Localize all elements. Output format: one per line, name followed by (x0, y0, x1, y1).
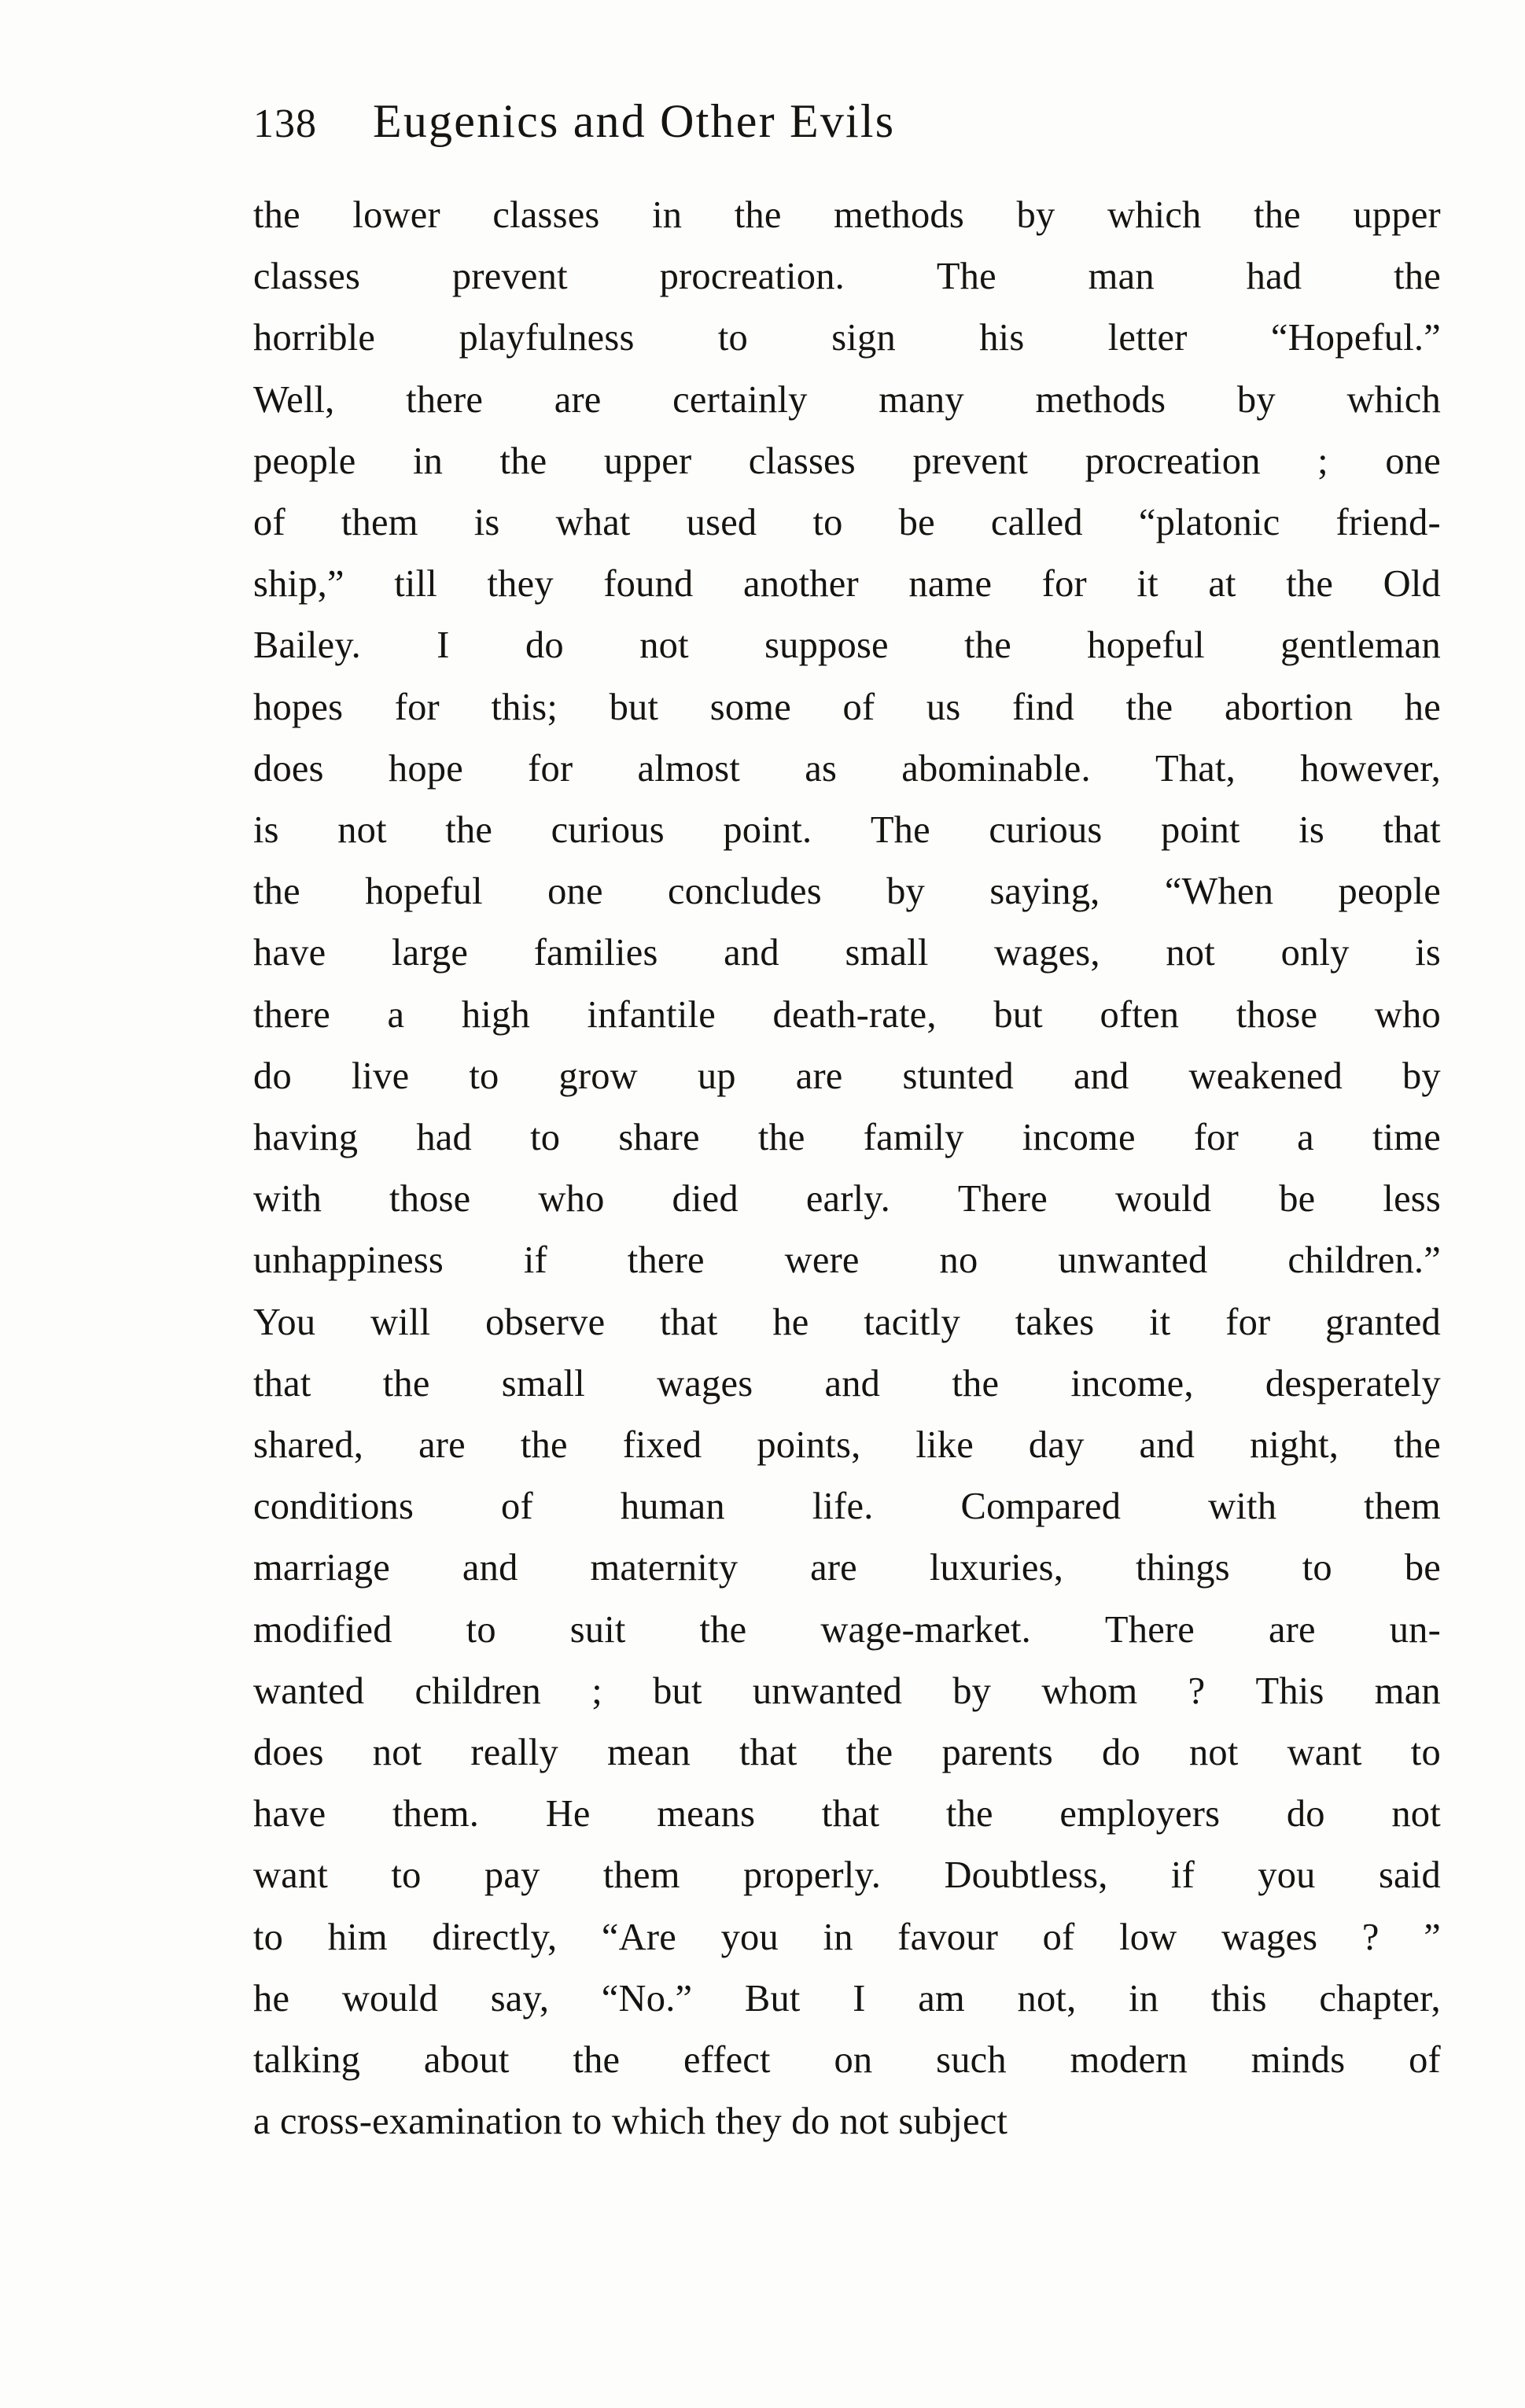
paragraph (253, 185, 1441, 2153)
text-line: talking about the effect on such modern minds of (253, 2039, 1441, 2082)
text-line: having had to share the family income for a time (253, 1117, 1441, 1159)
text-line: people in the upper classes prevent procreation ; one (253, 440, 1441, 482)
text-line: ship,” till they found another name for it at the Old (253, 563, 1441, 606)
text-line: do live to grow up are stunted and weakened by (253, 1055, 1441, 1097)
running-head (253, 94, 1441, 149)
page-number: 138 (253, 101, 317, 146)
text-line: Bailey. I do not suppose the hopeful gentleman (253, 624, 1441, 667)
text-line: Well, there are certainly many methods by which (253, 378, 1441, 421)
text-line: is not the curious point. The curious point is that (253, 809, 1441, 852)
text-line: wanted children ; but unwanted by whom ? This man (253, 1670, 1441, 1712)
text-line: horrible playfulness to sign his letter “Hopeful.” (253, 317, 1441, 359)
text-line: there a high infantile death-rate, but often those who (253, 993, 1441, 1036)
text-line: that the small wages and the income, desperately (253, 1362, 1441, 1405)
text-line: to him directly, “Are you in favour of low wages ? ” (253, 1916, 1441, 1958)
text-line: hopes for this; but some of us find the abortion he (253, 686, 1441, 728)
text-line: he would say, “No.” But I am not, in this chapter, (253, 1977, 1441, 2020)
text-line: unhappiness if there were no unwanted children.” (253, 1239, 1441, 1282)
text-line: the hopeful one concludes by saying, “When people (253, 871, 1441, 913)
page-content (253, 94, 1441, 2153)
text-line: want to pay them properly. Doubtless, if you said (253, 1854, 1441, 1897)
text-line: marriage and maternity are luxuries, things to be (253, 1547, 1441, 1589)
text-line: modified to suit the wage-market. There are un- (253, 1608, 1441, 1651)
text-line: You will observe that he tacitly takes it for granted (253, 1301, 1441, 1343)
text-line: does not really mean that the parents do not want to (253, 1732, 1441, 1774)
text-line: the lower classes in the methods by which the upper (253, 194, 1441, 236)
text-line: of them is what used to be called “platonic friend- (253, 502, 1441, 544)
text-line: classes prevent procreation. The man had the (253, 256, 1441, 298)
text-line: have them. He means that the employers do not (253, 1793, 1441, 1835)
book-title: Eugenics and Other Evils (373, 95, 896, 147)
body-text (253, 185, 1441, 2153)
text-line: conditions of human life. Compared with them (253, 1486, 1441, 1528)
text-line: shared, are the fixed points, like day and night, the (253, 1424, 1441, 1467)
text-line: does hope for almost as abominable. That, however, (253, 747, 1441, 790)
text-line: have large families and small wages, not only is (253, 932, 1441, 974)
text-line: with those who died early. There would be less (253, 1178, 1441, 1221)
text-line: a cross-examination to which they do not subject (253, 2101, 1008, 2143)
